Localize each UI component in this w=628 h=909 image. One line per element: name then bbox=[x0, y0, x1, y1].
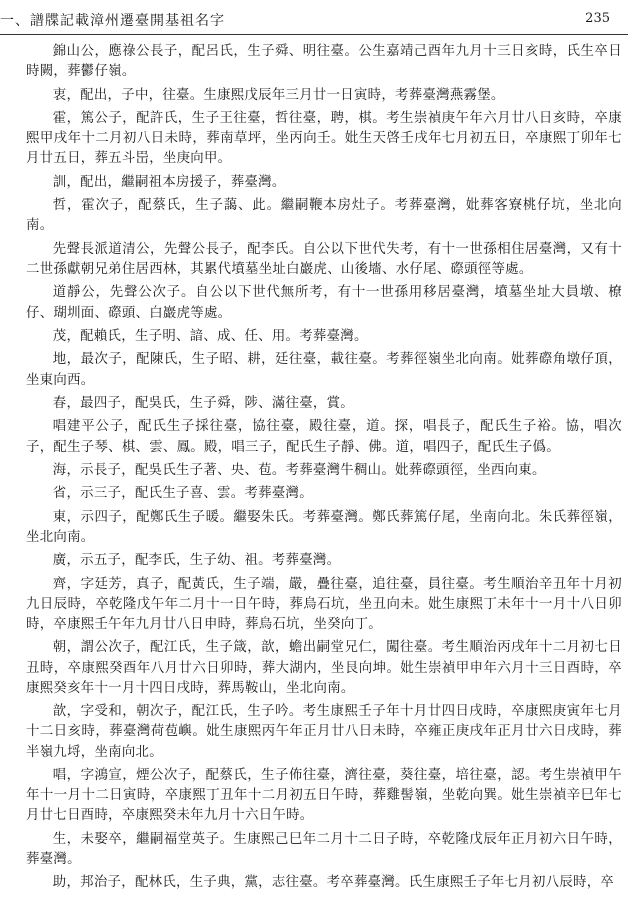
paragraph: 霍，篤公子，配許氏，生子王往臺，哲往臺，聘，棋。考生崇禎庚午年六月廿八日亥時，卒康熙甲戌年十二月初八日未時，葬南草坪，坐丙向壬。妣生天啓壬戌年七月初五日，卒康熙丁卯年七月廿五日，葬五斗岊，坐庚向甲。 bbox=[26, 110, 622, 167]
paragraph: 廣，示五子，配李氏，生子幼、祖。考葬臺灣。 bbox=[52, 553, 341, 569]
paragraph: 齊，字廷芳，真子，配黃氏，生子端，嚴，疊往臺，追往臺，員往臺。考生順治辛丑年十月初九日辰時，卒乾隆戊午年二月十一日午時，葬烏石坑，坐丑向未。妣生康熙丁未年十一月十八日卯時，卒康熙壬午年九月廿八日申時，葬烏石坑，坐癸向丁。 bbox=[26, 576, 622, 633]
paragraph: 歆，字受和，朝次子，配江氏，生子吟。考生康熙壬子年十月廿四日戌時，卒康熙庚寅年七月十二日亥時，葬臺灣荷苞嶼。妣生康熙丙午年正月廿八日未時，卒雍正庚戌年正月廿六日戌時，葬半嶺九埒，坐南向北。 bbox=[26, 704, 622, 760]
paragraph: 地，最次子，配陳氏，生子昭、耕，廷往臺，載往臺。考葬徑嶺坐北向南。妣葬磜角墩仔頂，坐東向西。 bbox=[26, 352, 622, 388]
paragraph: 先聲長派道清公，先聲公長子，配李氏。自公以下世代失考，有十一世孫相住居臺灣，又有十二世孫獻朝兄弟住居西林，其累代墳墓坐址白巖虎、山後墻、水仔尾、磜頭徑等處。 bbox=[26, 241, 622, 277]
paragraph: 道靜公，先聲公次子。自公以下世代無所考，有十一世孫用移居臺灣，墳墓坐址大員墩、橑仔、瑚圳面、磜頭、白巖虎等處。 bbox=[26, 285, 622, 321]
paragraph: 哲，霍次子，配蔡氏，生子藹、此。繼嗣鞭本房灶子。考葬臺灣，妣葬客寮桃仔坑，坐北向南。 bbox=[26, 198, 622, 234]
paragraph: 錦山公，應祿公長子，配呂氏，生子舜、明往臺。公生嘉靖己酉年九月十三日亥時，氏生卒日時闕，葬鬱仔嶺。 bbox=[26, 44, 622, 80]
paragraph: 訓，配出，繼嗣祖本房援子，葬臺灣。 bbox=[52, 174, 286, 190]
paragraph: 省，示三子，配氏生子喜、雲。考葬臺灣。 bbox=[52, 486, 313, 502]
paragraph: 衷，配出，子中，往臺。生康熙戊辰年三月廿一日寅時，考葬臺灣燕霧堡。 bbox=[52, 87, 505, 103]
paragraph: 春，最四子，配吳氏，生子舜，陟、滿往臺，賞。 bbox=[52, 395, 354, 411]
header-rule bbox=[0, 34, 628, 35]
page-number: 235 bbox=[585, 11, 610, 26]
page-header bbox=[0, 0, 628, 38]
paragraph: 茂，配賴氏，生子明、諳、成、任、用。考葬臺灣。 bbox=[52, 328, 368, 344]
running-header-title: 一、譜牒記載漳州遷臺開基祖名字 bbox=[0, 13, 225, 29]
paragraph: 助，邦治子，配林氏，生子典，黨，志往臺。考卒葬臺灣。氏生康熙壬子年七月初八辰時，卒 bbox=[52, 875, 615, 891]
page-body bbox=[26, 42, 622, 897]
paragraph: 唱建平公子，配氏生子採往臺，協往臺，殿往臺，道。探，唱長子，配氏生子裕。協，唱次子，配生子琴、棋、雲、鳳。殿，唱三子，配氏生子靜、佛。道，唱四子，配氏生子僞。 bbox=[26, 419, 622, 455]
paragraph: 東，示四子，配鄭氏生子暖。繼娶朱氏。考葬臺灣。鄭氏葬篤仔尾，坐南向北。朱氏葬徑嶺，坐北向南。 bbox=[26, 509, 622, 545]
paragraph: 生，未娶卒，繼嗣福堂英子。生康熙己巳年二月十二日子時，卒乾隆戊辰年正月初六日午時，葬臺灣。 bbox=[26, 831, 622, 868]
paragraph: 海，示長子，配吳氏生子著、央、苞。考葬臺灣牛稠山。妣葬磜頭徑，坐西向東。 bbox=[52, 462, 546, 478]
paragraph: 朝，謂公次子，配江氏，生子箴，歆，蟾出嗣堂兄仁，闖往臺。考生順治丙戌年十二月初七日丑時，卒康熙癸酉年八月廿六日卯時，葬大湖内，坐艮向坤。妣生崇禎甲申年六月十三日酉時，卒康熙癸亥年十一月十四日戌時，葬馬鞍山，坐北向南。 bbox=[26, 640, 622, 696]
paragraph: 唱，字鴻宣，煙公次子，配蔡氏，生子佈往臺，濟往臺，葵往臺，培往臺，認。考生崇禎甲午年十一月十二日寅時，卒康熙丁丑年十二月初五日午時，葬雞髻嶺，坐乾向巽。妣生崇禎辛巳年七月廿七日酉時，卒康熙癸未年九月十六日午時。 bbox=[26, 768, 622, 824]
